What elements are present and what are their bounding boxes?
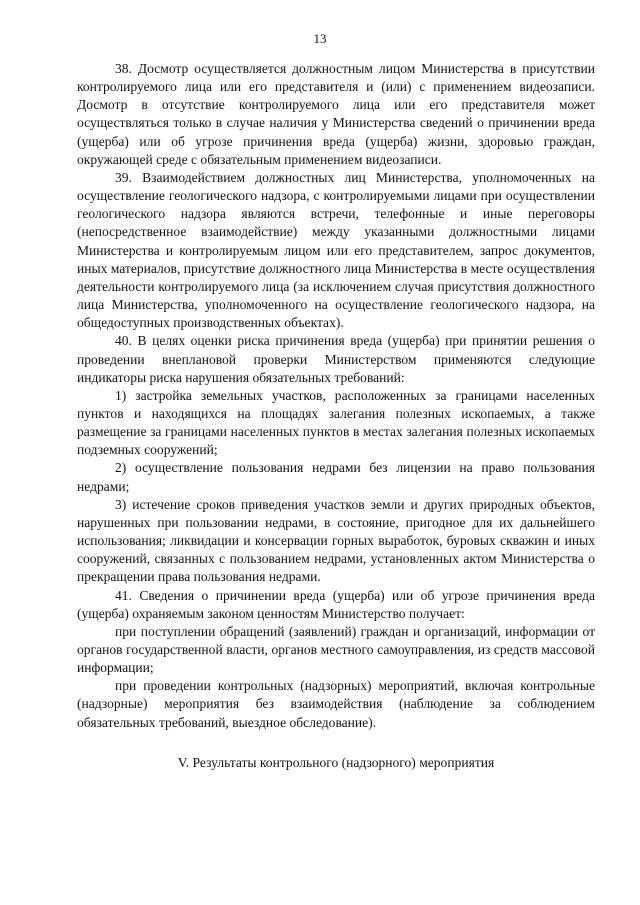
page-body: [77, 60, 595, 772]
paragraph-40: 40. В целях оценки риска причинения вреда (ущерба) при принятии решения о проведении внеплановой проверки Министерством применяются следующие индикаторы риска нарушения обязательных требований:: [77, 333, 595, 385]
paragraph-40-item-1: 1) застройка земельных участков, расположенных за границами населенных пунктов и находящихся на площадях залегания полезных ископаемых, а также размещение за границами населенных пунктов в местах залегания полезных ископаемых подземных сооружений;: [77, 387, 595, 458]
paragraph-41: 41. Сведения о причинении вреда (ущерба) или об угрозе причинения вреда (ущерба) охраняемым законом ценностям Министерство получает:: [77, 587, 595, 621]
page-number: 13: [313, 31, 327, 46]
paragraph-40-item-2: 2) осуществление пользования недрами без лицензии на право пользования недрами;: [77, 460, 595, 494]
section-heading: V. Результаты контрольного (надзорного) мероприятия: [177, 754, 495, 770]
paragraph-41-source-inspections: при проведении контрольных (надзорных) мероприятий, включая контрольные (надзорные) мероприятия без взаимодействия (наблюдение за соблюдением обязательных требований, выездное обследование).: [77, 678, 595, 730]
paragraph-39: 39. Взаимодействием должностных лиц Министерства, уполномоченных на осуществление геологического надзора, с контролируемыми лицами при осуществлении геологического надзора являются встречи, телефонные и иные переговоры (непосредственное взаимодействие) между указанными должностными лицами Министерства и контролируемым лицом или его представителем, запрос документов, иных материалов, присутствие должностного лица Министерства в месте осуществления деятельности контролируемого лица (за исключением случая присутствия должностного лица Министерства, уполномоченного на осуществление геологического надзора, на общедоступных производственных объектах).: [77, 169, 595, 331]
paragraph-40-item-3: 3) истечение сроков приведения участков земли и других природных объектов, нарушенных при пользовании недрами, в состояние, пригодное для их дальнейшего использования; ликвидации и консервации горных выработок, буровых скважин и иных сооружений, связанных с пользованием недрами, установленных актом Министерства о прекращении права пользования недрами.: [77, 496, 595, 585]
paragraph-38: 38. Досмотр осуществляется должностным лицом Министерства в присутствии контролируемого лица или его представителя и (или) с применением видеозаписи. Досмотр в отсутствие контролируемого лица или его представителя может осуществляться только в случае наличия у Министерства сведений о причинении вреда (ущерба) или об угрозе причинения вреда (ущерба) жизни, здоровью граждан, окружающей среде с обязательным применением видеозаписи.: [77, 61, 595, 167]
paragraph-41-source-appeals: при поступлении обращений (заявлений) граждан и организаций, информации от органов государственной власти, органов местного самоуправления, из средств массовой информации;: [77, 623, 595, 676]
